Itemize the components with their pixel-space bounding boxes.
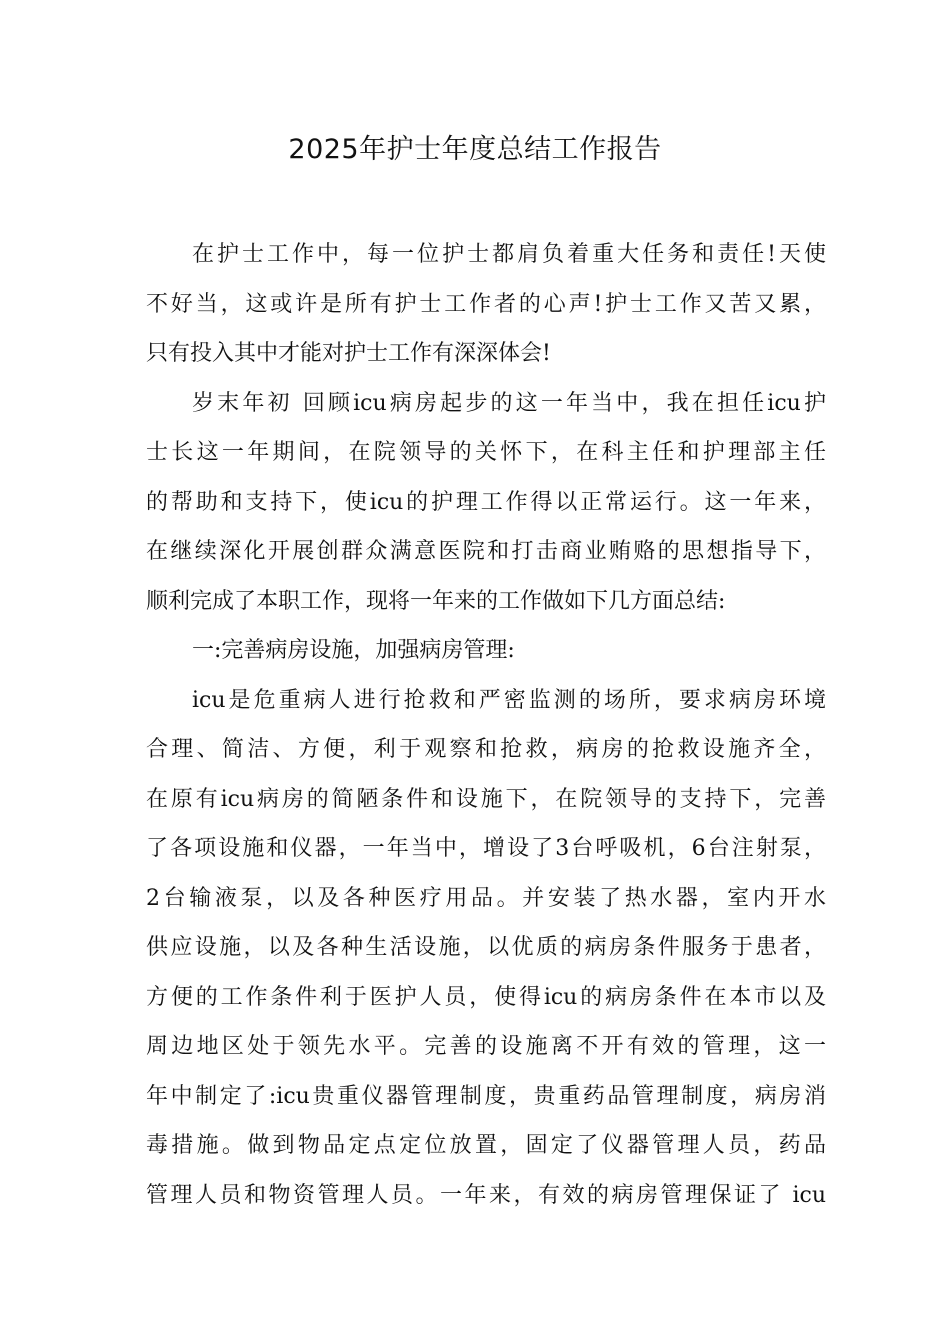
paragraph-line: 不好当，这或许是所有护士工作者的心声!护士工作又苦又累， xyxy=(146,291,826,317)
paragraph-line: 合理、简洁、方便，利于观察和抢救，病房的抢救设施齐全， xyxy=(146,737,826,762)
paragraph-line: 一:完善病房设施，加强病房管理: xyxy=(192,638,515,663)
paragraph-line: 毒措施。做到物品定点定位放置，固定了仪器管理人员，药品 xyxy=(146,1133,826,1158)
document-body xyxy=(146,230,826,1220)
paragraph-line: 岁末年初 回顾icu病房起步的这一年当中，我在担任icu护 xyxy=(192,390,826,416)
paragraph-line: 在继续深化开展创群众满意医院和打击商业贿赂的思想指导下， xyxy=(146,539,826,564)
paragraph-line: 方便的工作条件利于医护人员，使得icu的病房条件在本市以及 xyxy=(146,984,826,1010)
paragraph-line: 的帮助和支持下，使icu的护理工作得以正常运行。这一年来， xyxy=(146,489,826,515)
paragraph-line: 了各项设施和仪器，一年当中，增设了3台呼吸机，6台注射泵， xyxy=(146,836,826,861)
paragraph-line: 周边地区处于领先水平。完善的设施离不开有效的管理，这一 xyxy=(146,1034,826,1059)
paragraph-line: 在护士工作中，每一位护士都肩负着重大任务和责任!天使 xyxy=(192,242,826,267)
paragraph-line: 在原有icu病房的简陋条件和设施下，在院领导的支持下，完善 xyxy=(146,786,826,812)
paragraph-line: 士长这一年期间，在院领导的关怀下，在科主任和护理部主任 xyxy=(146,440,826,465)
paragraph-line: 年中制定了:icu贵重仪器管理制度，贵重药品管理制度，病房消 xyxy=(146,1083,826,1109)
paragraph-line: 2台输液泵，以及各种医疗用品。并安装了热水器，室内开水 xyxy=(146,885,826,911)
paragraph-line: 只有投入其中才能对护士工作有深深体会! xyxy=(146,341,551,366)
paragraph-line: icu是危重病人进行抢救和严密监测的场所，要求病房环境 xyxy=(192,687,826,713)
paragraph-line: 供应设施，以及各种生活设施，以优质的病房条件服务于患者， xyxy=(146,935,826,960)
document-title: 2025年护士年度总结工作报告 xyxy=(288,134,662,165)
paragraph-line: 顺利完成了本职工作，现将一年来的工作做如下几方面总结: xyxy=(146,588,726,614)
paragraph-line: 管理人员和物资管理人员。一年来，有效的病房管理保证了 icu xyxy=(146,1182,826,1208)
